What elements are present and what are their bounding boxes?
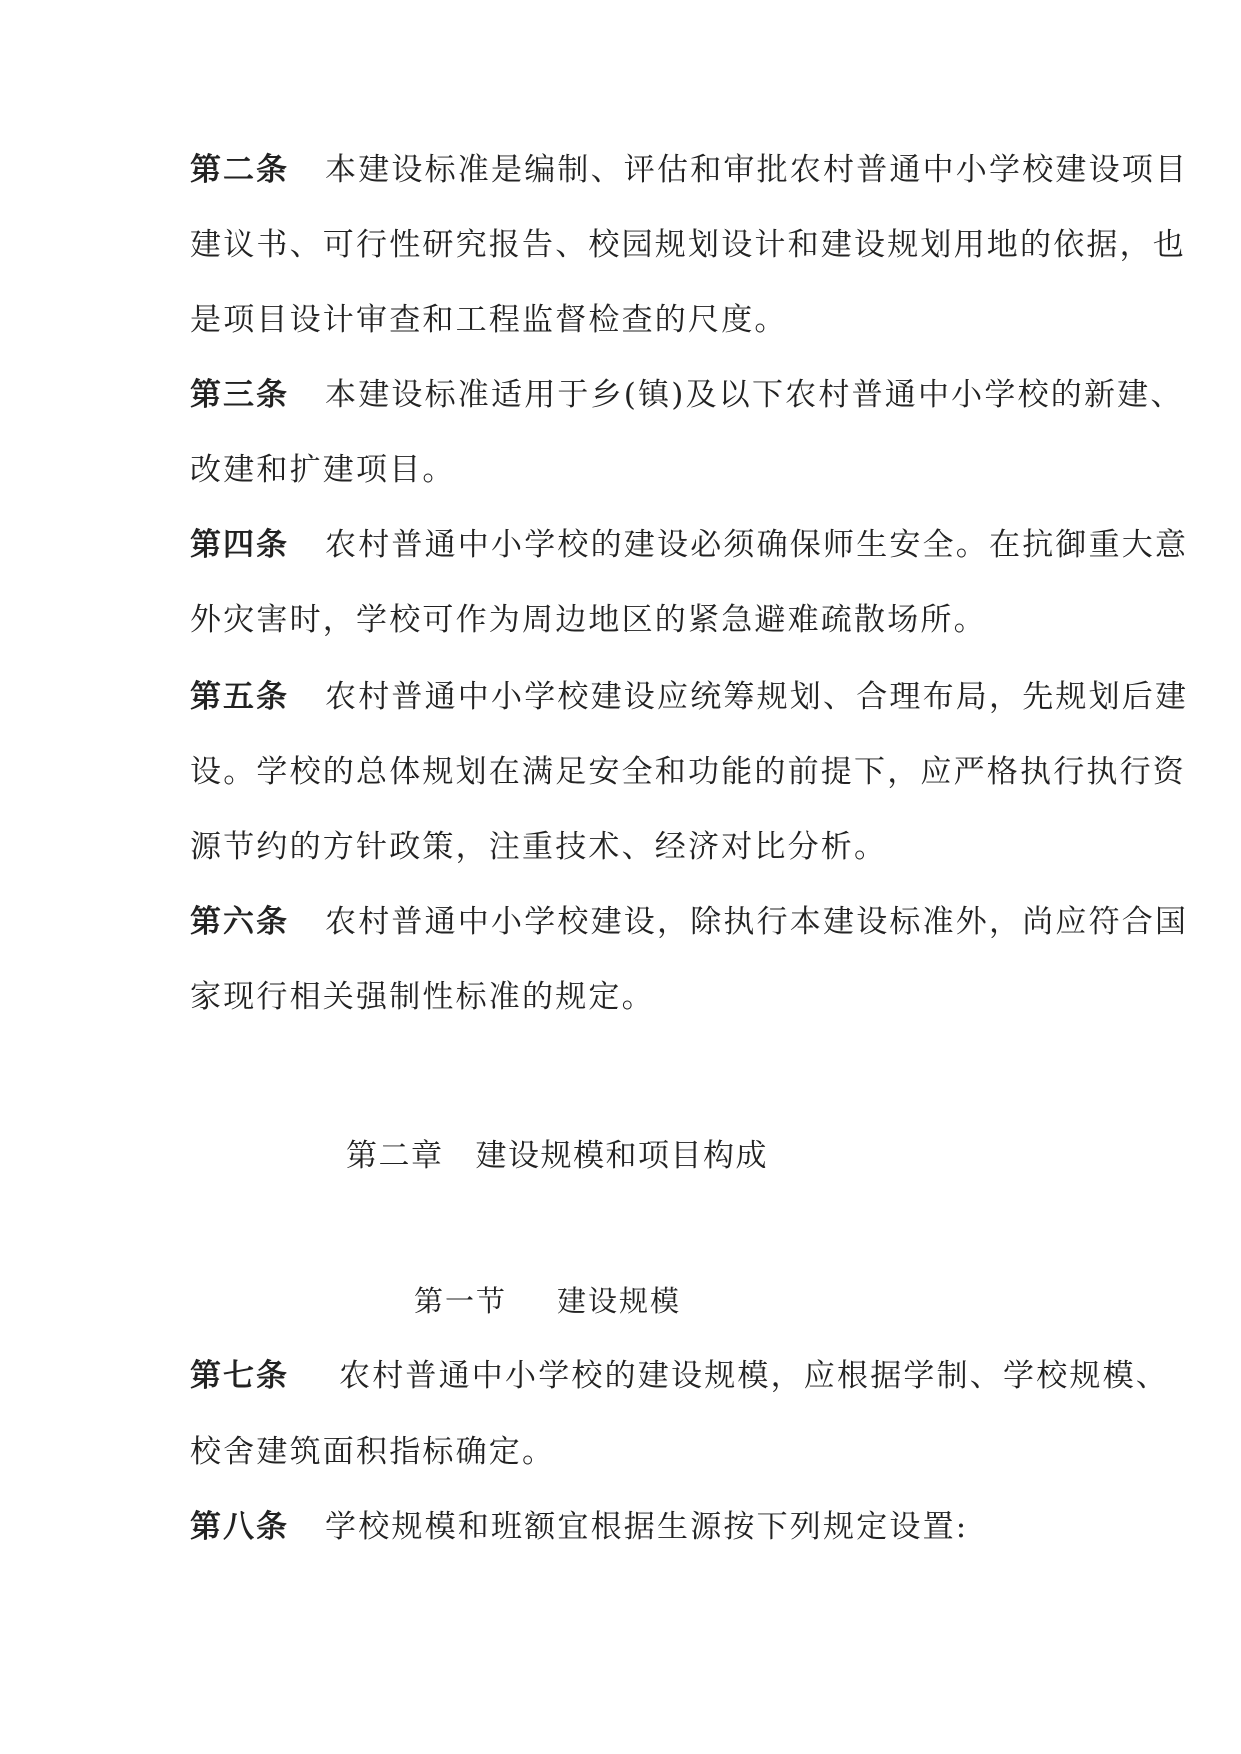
article-6-line-1 bbox=[190, 902, 1188, 942]
article-text: 本建设标准适用于乡(镇)及以下农村普通中小学校的新建、 bbox=[325, 377, 1184, 413]
article-5-line-2 bbox=[190, 752, 1186, 792]
article-3-line-1 bbox=[190, 375, 1184, 415]
article-8-line-1 bbox=[190, 1507, 968, 1547]
article-text: 源节约的方针政策，注重技术、经济对比分析。 bbox=[190, 829, 888, 865]
article-text: 家现行相关强制性标准的规定。 bbox=[190, 979, 655, 1015]
article-text: 农村普通中小学校的建设规模，应根据学制、学校规模、 bbox=[339, 1358, 1169, 1394]
chapter-title: 建设规模和项目构成 bbox=[475, 1138, 768, 1174]
article-label: 第六条 bbox=[190, 904, 289, 940]
article-7-line-2 bbox=[190, 1432, 555, 1472]
article-2-line-1 bbox=[190, 150, 1188, 190]
article-text: 本建设标准是编制、评估和审批农村普通中小学校建设项目 bbox=[325, 152, 1189, 188]
article-6-line-2 bbox=[190, 977, 655, 1017]
article-label: 第二条 bbox=[190, 152, 289, 188]
article-label: 第三条 bbox=[190, 377, 289, 413]
section-heading bbox=[414, 1281, 681, 1321]
article-2-line-2 bbox=[190, 225, 1186, 265]
article-text: 农村普通中小学校建设，除执行本建设标准外，尚应符合国 bbox=[325, 904, 1189, 940]
article-text: 校舍建筑面积指标确定。 bbox=[190, 1434, 556, 1470]
section-number: 第一节 bbox=[414, 1284, 508, 1318]
article-2-line-3 bbox=[190, 300, 788, 340]
article-4-line-2 bbox=[190, 600, 987, 640]
article-text: 学校规模和班额宜根据生源按下列规定设置: bbox=[325, 1509, 969, 1545]
section-title: 建设规模 bbox=[557, 1284, 682, 1318]
chapter-number: 第二章 bbox=[346, 1138, 444, 1174]
article-label: 第五条 bbox=[190, 679, 289, 715]
article-text: 外灾害时，学校可作为周边地区的紧急避难疏散场所。 bbox=[190, 602, 987, 638]
article-text: 农村普通中小学校建设应统筹规划、合理布局，先规划后建 bbox=[325, 679, 1189, 715]
article-5-line-1 bbox=[190, 677, 1188, 717]
article-text: 建议书、可行性研究报告、校园规划设计和建设规划用地的依据，也 bbox=[190, 227, 1186, 263]
article-text: 设。学校的总体规划在满足安全和功能的前提下，应严格执行执行资 bbox=[190, 754, 1186, 790]
article-label: 第七条 bbox=[190, 1358, 289, 1394]
article-3-line-2 bbox=[190, 450, 456, 490]
chapter-heading bbox=[346, 1136, 768, 1176]
article-4-line-1 bbox=[190, 525, 1188, 565]
article-5-line-3 bbox=[190, 827, 887, 867]
article-text: 是项目设计审查和工程监督检查的尺度。 bbox=[190, 302, 788, 338]
article-text: 农村普通中小学校的建设必须确保师生安全。在抗御重大意 bbox=[325, 527, 1189, 563]
article-label: 第四条 bbox=[190, 527, 289, 563]
article-label: 第八条 bbox=[190, 1509, 289, 1545]
article-text: 改建和扩建项目。 bbox=[190, 452, 456, 488]
article-7-line-1 bbox=[190, 1356, 1169, 1396]
